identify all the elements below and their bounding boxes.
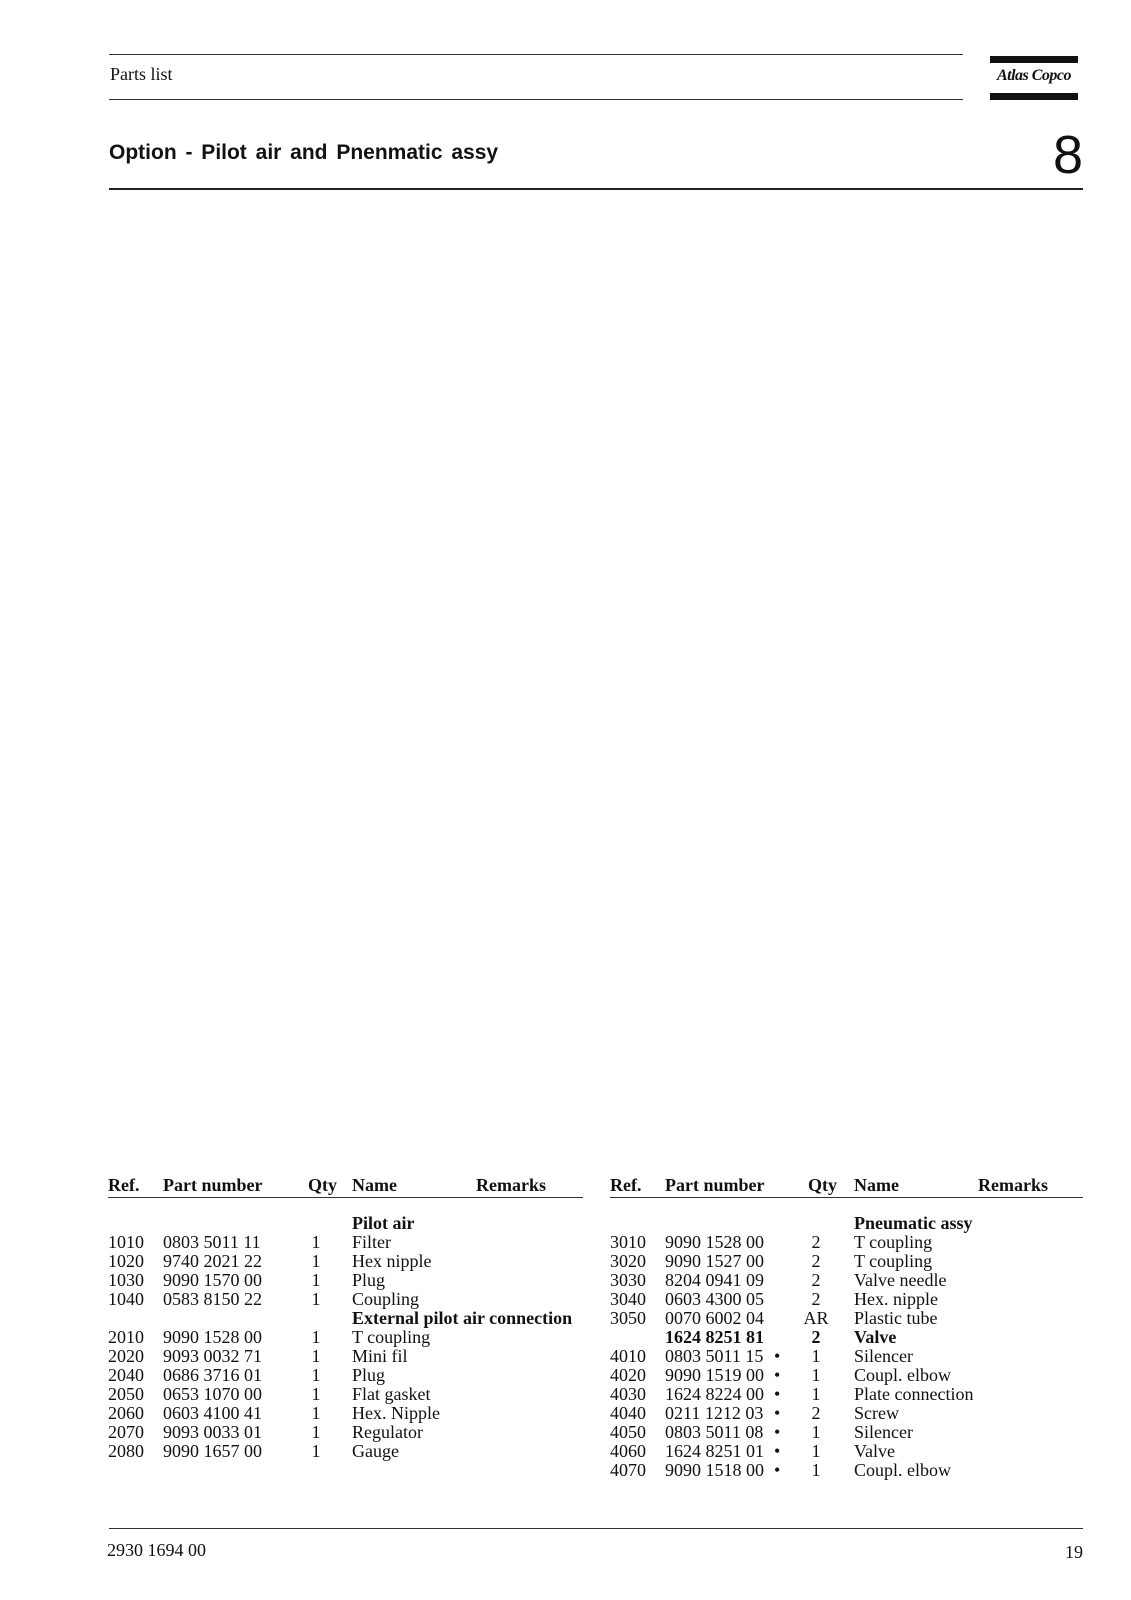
marker-cell: •: [774, 1422, 781, 1442]
name-cell: T coupling: [854, 1251, 933, 1271]
qty-cell: 2: [811, 1232, 821, 1252]
marker-cell: •: [774, 1460, 781, 1480]
part-number-cell: 9090 1527 00: [665, 1251, 764, 1271]
table-row: [108, 1404, 583, 1423]
table-row: [108, 1309, 583, 1328]
footer-document-number: 2930 1694 00: [107, 1540, 206, 1560]
table-row: [108, 1290, 583, 1309]
table-row: [108, 1271, 583, 1290]
part-number-cell: 9090 1518 00: [665, 1460, 764, 1480]
table-row: [108, 1442, 583, 1461]
qty-cell: 1: [311, 1403, 321, 1423]
marker-cell: •: [774, 1441, 781, 1461]
name-cell: Regulator: [352, 1422, 423, 1442]
qty-cell: 1: [311, 1422, 321, 1442]
part-number-cell: 0803 5011 11: [163, 1232, 261, 1252]
marker-cell: •: [774, 1365, 781, 1385]
ref-cell: 2060: [108, 1403, 144, 1423]
name-cell: Screw: [854, 1403, 899, 1423]
ref-cell: 4020: [610, 1365, 646, 1385]
name-cell: T coupling: [854, 1232, 933, 1252]
name-cell: Plug: [352, 1270, 386, 1290]
table-row: [610, 1461, 1083, 1480]
header-ref: Ref.: [108, 1175, 140, 1195]
part-number-cell: 9093 0033 01: [163, 1422, 262, 1442]
marker-cell: •: [774, 1403, 781, 1423]
ref-cell: 3030: [610, 1270, 646, 1290]
section-title: Option - Pilot air and Pnenmatic assy: [109, 141, 499, 164]
atlas-copco-logo: [990, 56, 1078, 101]
ref-cell: 2080: [108, 1441, 144, 1461]
qty-cell: 2: [811, 1289, 821, 1309]
qty-cell: 2: [811, 1403, 821, 1423]
name-cell: External pilot air connection: [352, 1308, 573, 1328]
chapter-number: 8: [1052, 125, 1083, 185]
ref-cell: 4030: [610, 1384, 646, 1404]
part-number-cell: 0603 4300 05: [665, 1289, 764, 1309]
qty-cell: 2: [811, 1327, 821, 1347]
part-number-cell: 8204 0941 09: [665, 1270, 764, 1290]
qty-cell: 1: [311, 1289, 321, 1309]
header-name: Name: [854, 1175, 899, 1195]
qty-cell: 1: [311, 1346, 321, 1366]
part-number-cell: 0653 1070 00: [163, 1384, 262, 1404]
qty-cell: 1: [311, 1365, 321, 1385]
part-number-cell: 0070 6002 04: [665, 1308, 764, 1328]
ref-cell: 4060: [610, 1441, 646, 1461]
ref-cell: 4070: [610, 1460, 646, 1480]
part-number-cell: 1624 8224 00: [665, 1384, 764, 1404]
ref-cell: 1010: [108, 1232, 144, 1252]
part-number-cell: 9090 1657 00: [163, 1441, 262, 1461]
header-name: Name: [352, 1175, 397, 1195]
qty-cell: 1: [811, 1365, 821, 1385]
table-header: [108, 1176, 583, 1195]
part-number-cell: 9090 1528 00: [665, 1232, 764, 1252]
header-top-rule: [109, 54, 963, 55]
table-row: [108, 1423, 583, 1442]
ref-cell: 3020: [610, 1251, 646, 1271]
table-row: [610, 1290, 1083, 1309]
table-row: [610, 1309, 1083, 1328]
ref-cell: 2070: [108, 1422, 144, 1442]
table-row: [610, 1385, 1083, 1404]
header-remarks: Remarks: [476, 1175, 546, 1195]
ref-cell: 1020: [108, 1251, 144, 1271]
table-rows: [108, 1214, 583, 1461]
qty-cell: 1: [311, 1232, 321, 1252]
table-row: [610, 1404, 1083, 1423]
marker-cell: •: [774, 1384, 781, 1404]
part-number-cell: 0686 3716 01: [163, 1365, 262, 1385]
ref-cell: 3040: [610, 1289, 646, 1309]
name-cell: Plate connection: [854, 1384, 974, 1404]
name-cell: Pilot air: [352, 1213, 415, 1233]
qty-cell: AR: [803, 1308, 829, 1328]
header-part-number: Part number: [665, 1175, 765, 1195]
logo-bottom-bar: [990, 93, 1078, 100]
name-cell: Silencer: [854, 1422, 913, 1442]
table-row: [108, 1214, 583, 1233]
name-cell: Hex nipple: [352, 1251, 432, 1271]
ref-cell: 2020: [108, 1346, 144, 1366]
name-cell: Hex. nipple: [854, 1289, 938, 1309]
header-part-number: Part number: [163, 1175, 263, 1195]
table-row: [108, 1347, 583, 1366]
table-header: [610, 1176, 1083, 1195]
ref-cell: 4050: [610, 1422, 646, 1442]
part-number-cell: 9093 0032 71: [163, 1346, 262, 1366]
name-cell: Valve: [854, 1327, 897, 1347]
name-cell: Gauge: [352, 1441, 399, 1461]
marker-cell: •: [774, 1346, 781, 1366]
table-row: [610, 1271, 1083, 1290]
name-cell: Silencer: [854, 1346, 913, 1366]
table-row: [108, 1328, 583, 1347]
part-number-cell: 0211 1212 03: [665, 1403, 764, 1423]
part-number-cell: 9740 2021 22: [163, 1251, 262, 1271]
ref-cell: 1040: [108, 1289, 144, 1309]
qty-cell: 1: [311, 1441, 321, 1461]
name-cell: Coupl. elbow: [854, 1365, 951, 1385]
header-qty: Qty: [808, 1175, 837, 1195]
name-cell: Valve: [854, 1441, 895, 1461]
right-parts-table: [610, 1176, 1083, 1480]
table-row: [108, 1233, 583, 1252]
part-number-cell: 0603 4100 41: [163, 1403, 262, 1423]
name-cell: Coupl. elbow: [854, 1460, 951, 1480]
qty-cell: 1: [811, 1346, 821, 1366]
ref-cell: 2050: [108, 1384, 144, 1404]
table-row: [108, 1252, 583, 1271]
name-cell: T coupling: [352, 1327, 431, 1347]
header-label: Parts list: [110, 64, 173, 84]
table-row: [108, 1385, 583, 1404]
footer-rule: [109, 1528, 1083, 1529]
left-parts-table: [108, 1176, 583, 1461]
qty-cell: 1: [311, 1270, 321, 1290]
part-number-cell: 0803 5011 15: [665, 1346, 764, 1366]
qty-cell: 2: [811, 1270, 821, 1290]
qty-cell: 1: [811, 1460, 821, 1480]
part-number-cell: 0803 5011 08: [665, 1422, 764, 1442]
qty-cell: 1: [311, 1384, 321, 1404]
ref-cell: 3050: [610, 1308, 646, 1328]
table-row: [610, 1328, 1083, 1347]
header-remarks: Remarks: [978, 1175, 1048, 1195]
name-cell: Mini fil: [352, 1346, 408, 1366]
name-cell: Plug: [352, 1365, 386, 1385]
qty-cell: 1: [311, 1251, 321, 1271]
name-cell: Hex. Nipple: [352, 1403, 440, 1423]
name-cell: Filter: [352, 1232, 391, 1252]
table-row: [610, 1442, 1083, 1461]
part-number-cell: 9090 1528 00: [163, 1327, 262, 1347]
header-qty: Qty: [308, 1175, 337, 1195]
name-cell: Flat gasket: [352, 1384, 431, 1404]
ref-cell: 1030: [108, 1270, 144, 1290]
qty-cell: 1: [811, 1384, 821, 1404]
table-row: [610, 1252, 1083, 1271]
footer-page-number: 19: [1065, 1542, 1083, 1562]
table-row: [610, 1214, 1083, 1233]
header-rule: [108, 1197, 583, 1198]
name-cell: Coupling: [352, 1289, 420, 1309]
part-number-cell: 9090 1519 00: [665, 1365, 764, 1385]
qty-cell: 2: [811, 1251, 821, 1271]
header-ref: Ref.: [610, 1175, 642, 1195]
table-row: [610, 1233, 1083, 1252]
table-rows: [610, 1214, 1083, 1480]
ref-cell: 4040: [610, 1403, 646, 1423]
table-row: [610, 1423, 1083, 1442]
part-number-cell: 0583 8150 22: [163, 1289, 262, 1309]
header-bottom-rule: [109, 99, 963, 100]
qty-cell: 1: [811, 1441, 821, 1461]
header-rule: [610, 1197, 1083, 1198]
part-number-cell: 9090 1570 00: [163, 1270, 262, 1290]
table-row: [610, 1347, 1083, 1366]
ref-cell: 4010: [610, 1346, 646, 1366]
ref-cell: 2040: [108, 1365, 144, 1385]
qty-cell: 1: [311, 1327, 321, 1347]
name-cell: Valve needle: [854, 1270, 947, 1290]
ref-cell: 3010: [610, 1232, 646, 1252]
name-cell: Plastic tube: [854, 1308, 938, 1328]
table-row: [610, 1366, 1083, 1385]
title-rule: [109, 188, 1083, 190]
ref-cell: 2010: [108, 1327, 144, 1347]
part-number-cell: 1624 8251 81: [665, 1327, 764, 1347]
qty-cell: 1: [811, 1422, 821, 1442]
logo-text: Atlas Copco: [996, 67, 1072, 84]
part-number-cell: 1624 8251 01: [665, 1441, 764, 1461]
name-cell: Pneumatic assy: [854, 1213, 973, 1233]
logo-top-bar: [990, 56, 1078, 63]
table-row: [108, 1366, 583, 1385]
